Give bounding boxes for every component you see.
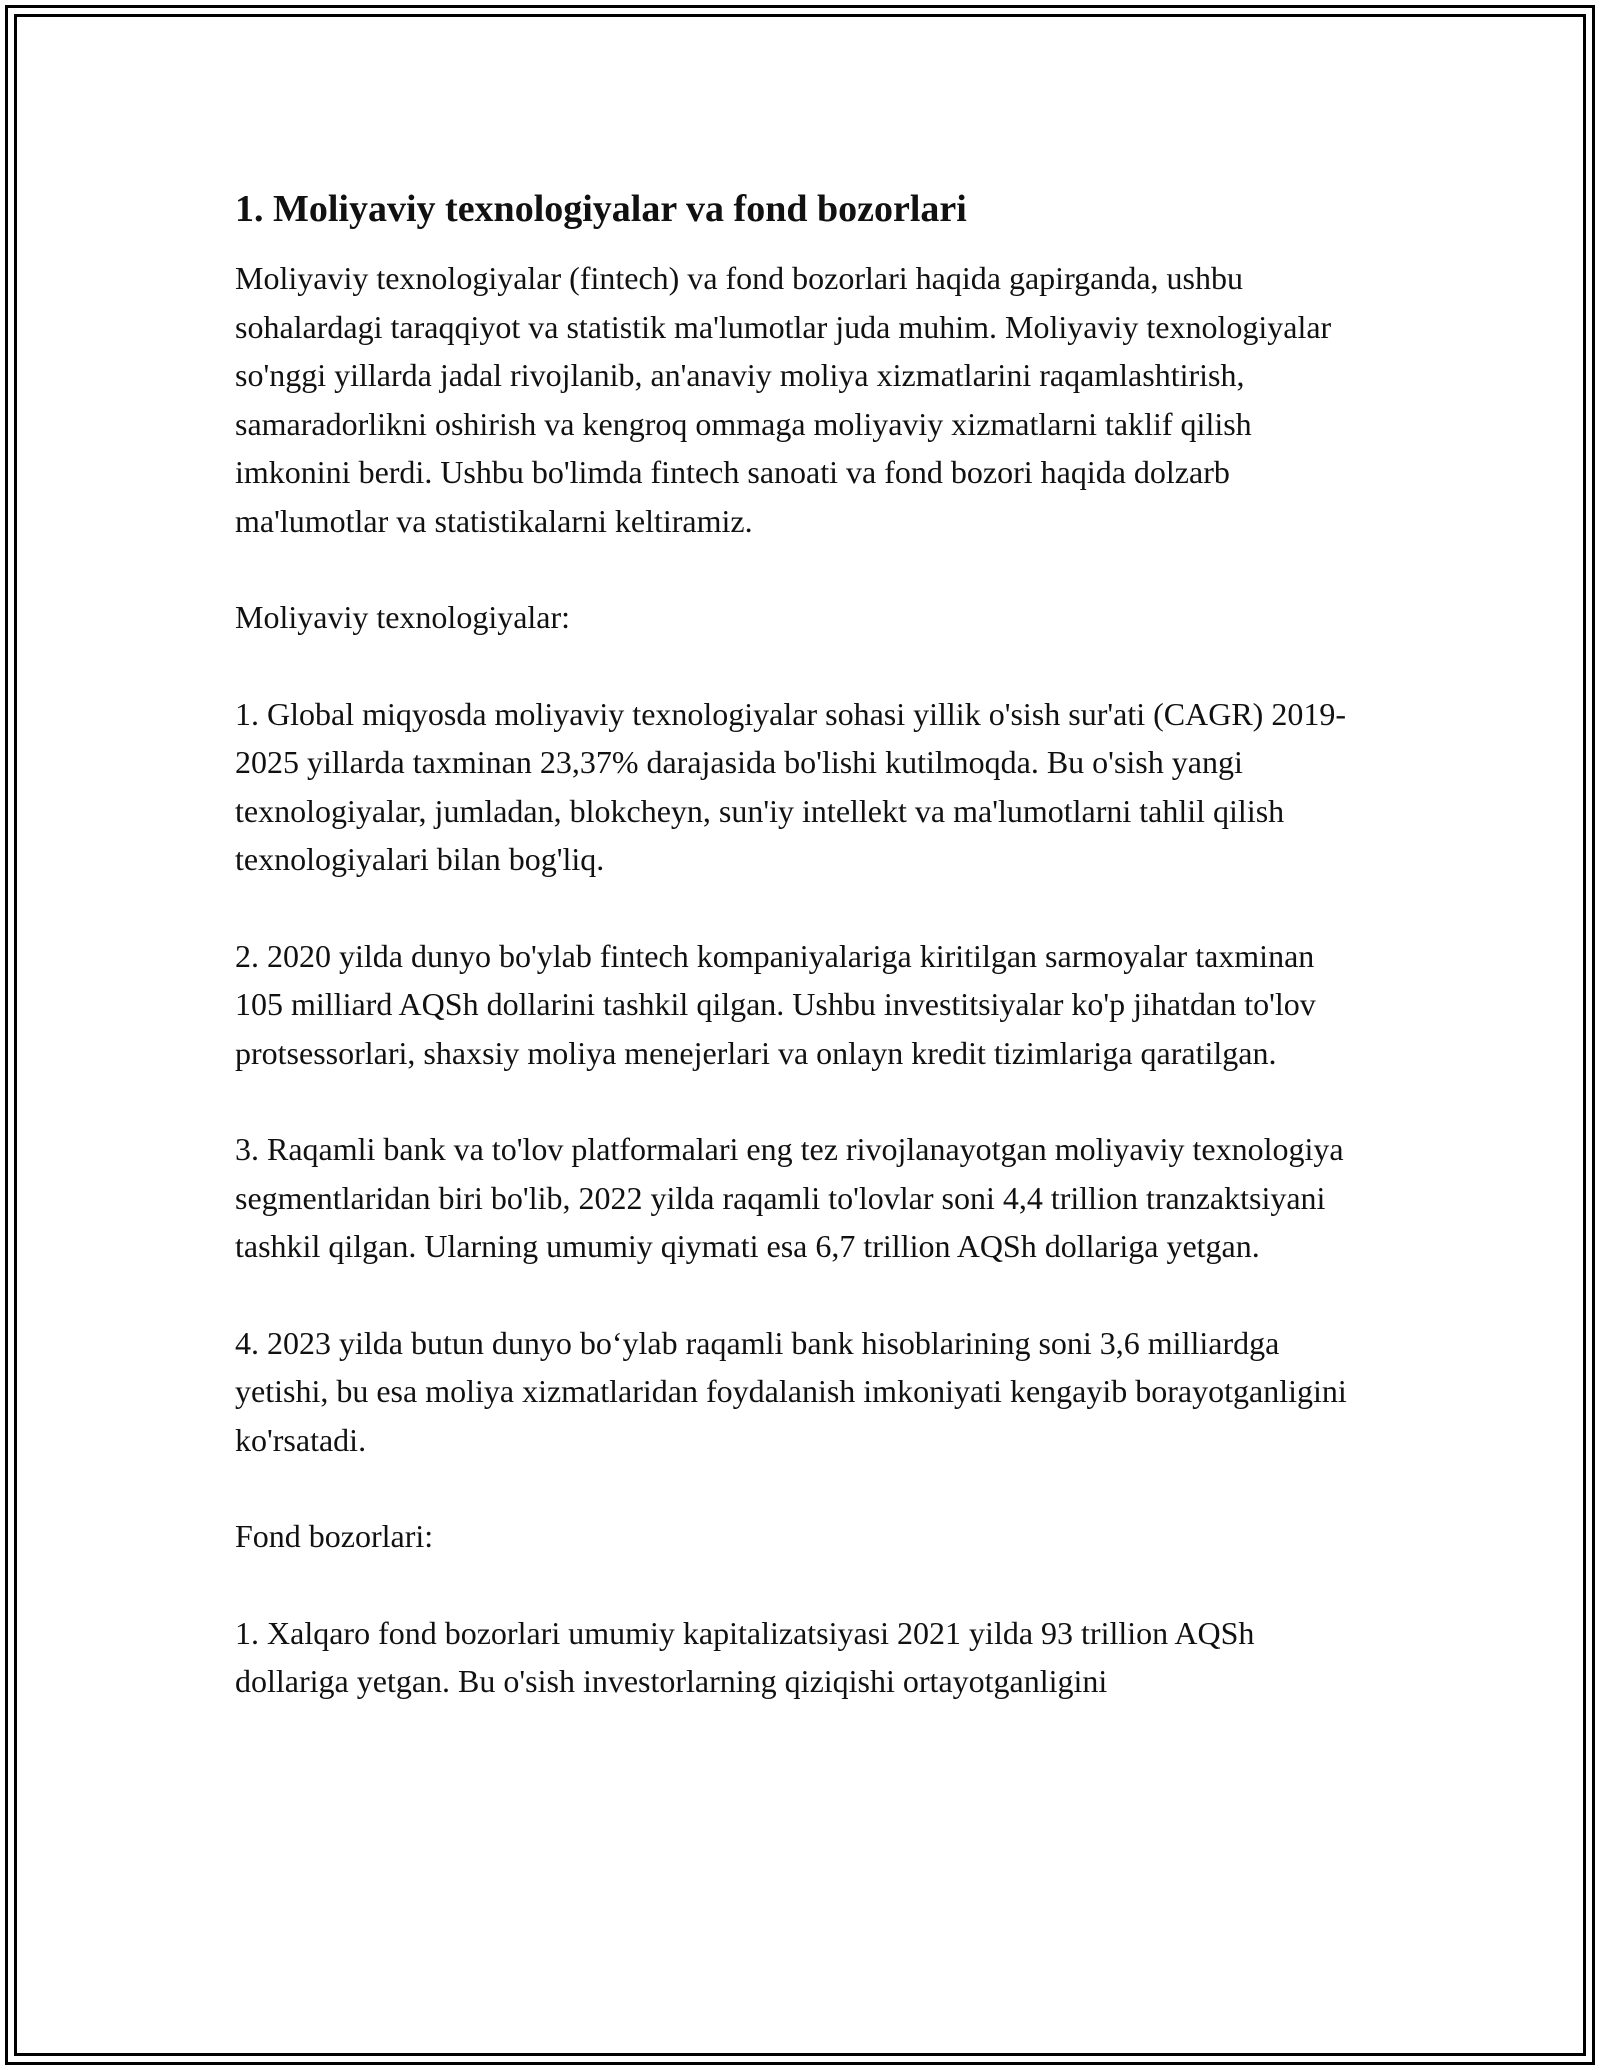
stock-markets-item-1: 1. Xalqaro fond bozorlari umumiy kapitalizatsiyasi 2021 yilda 93 trillion AQSh dollariga yetgan. Bu o'sish investorlarning qiziqishi ortayotganligini: [235, 1614, 1255, 1700]
document-body: [235, 185, 1365, 1754]
fintech-item-1: 1. Global miqyosda moliyaviy texnologiyalar sohasi yillik o'sish sur'ati (CAGR) 2019-2025 yillarda taxminan 23,37% darajasida bo'lishi kutilmoqda. Bu o'sish yangi texnologiyalar, jumladan, blokcheyn, sun'iy intellekt va ma'lumotlarni tahlil qilish texnologiyalari bilan bog'liq.: [235, 695, 1346, 878]
stock-markets-subheading: Fond bozorlari:: [235, 1518, 434, 1555]
fintech-subheading: Moliyaviy texnologiyalar:: [235, 599, 571, 636]
intro-paragraph: Moliyaviy texnologiyalar (fintech) va fond bozorlari haqida gapirganda, ushbu sohalardagi taraqqiyot va statistik ma'lumotlar juda muhim. Moliyaviy texnologiyalar so'nggi yillarda jadal rivojlanib, an'anaviy moliya xizmatlarini raqamlashtirish, samaradorlikni oshirish va kengroq ommaga moliyaviy xizmatlarni taklif qilish imkonini berdi. Ushbu bo'limda fintech sanoati va fond bozori haqida dolzarb ma'lumotlar va statistikalarni keltiramiz.: [235, 260, 1332, 539]
fintech-item-3: 3. Raqamli bank va to'lov platformalari eng tez rivojlanayotgan moliyaviy texnologiya segmentlaridan biri bo'lib, 2022 yilda raqamli to'lovlar soni 4,4 trillion tranzaktsiyani tashkil qilgan. Ularning umumiy qiymati esa 6,7 trillion AQSh dollariga yetgan.: [235, 1131, 1344, 1265]
fintech-item-2: 2. 2020 yilda dunyo bo'ylab fintech kompaniyalariga kiritilgan sarmoyalar taxminan 105 milliard AQSh dollarini tashkil qilgan. Ushbu investitsiyalar ko'p jihatdan to'lov protsessorlari, shaxsiy moliya menejerlari va onlayn kredit tizimlariga qaratilgan.: [235, 937, 1316, 1071]
fintech-item-4: 4. 2023 yilda butun dunyo bo‘ylab raqamli bank hisoblarining soni 3,6 milliardga yetishi, bu esa moliya xizmatlaridan foydalanish imkoniyati kengayib borayotganligini ko'rsatadi.: [235, 1324, 1347, 1458]
section-title: 1. Moliyaviy texnologiyalar va fond bozorlari: [235, 188, 967, 230]
